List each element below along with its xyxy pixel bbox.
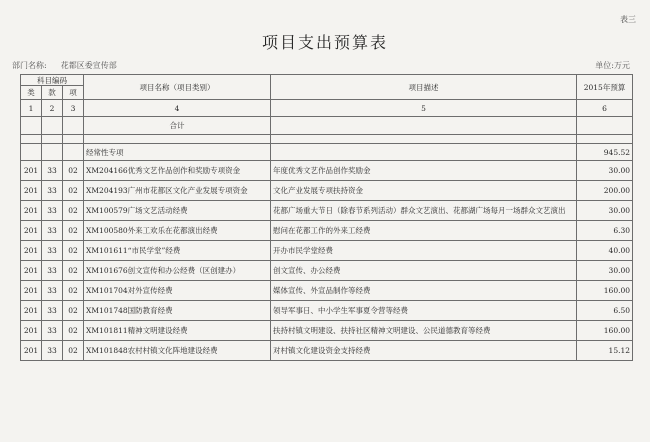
index-cell: 6: [577, 100, 633, 117]
cell-budget-amount: 160.00: [577, 321, 633, 341]
cell-lei: 201: [21, 241, 42, 261]
cell-project-name: XM204166优秀文艺作品创作和奖励专项资金: [84, 161, 271, 181]
cell-project-name: XM100580外来工欢乐在花都演出经费: [84, 221, 271, 241]
index-cell: 3: [63, 100, 84, 117]
table-row: [21, 281, 633, 301]
subtotal-row: [21, 144, 633, 161]
header-project-name: 项目名称（项目类别）: [84, 75, 271, 100]
budget-table: [20, 74, 633, 361]
cell-project-desc: 开办市民学堂经费: [271, 241, 577, 261]
cell-budget-amount: 30.00: [577, 261, 633, 281]
cell-project-name: XM101748国防教育经费: [84, 301, 271, 321]
cell-kuan: 33: [42, 321, 63, 341]
cell-budget-amount: 200.00: [577, 181, 633, 201]
unit-label: 单位:万元: [595, 61, 630, 70]
cell-kuan: 33: [42, 181, 63, 201]
cell-budget-amount: 30.00: [577, 201, 633, 221]
cell-budget-amount: 6.30: [577, 221, 633, 241]
page-label: 表三: [620, 15, 636, 24]
cell-xiang: 02: [63, 181, 84, 201]
total-label: 合计: [84, 117, 271, 135]
cell-project-desc: 文化产业发展专项扶持资金: [271, 181, 577, 201]
cell-project-name: XM101676创文宣传和办公经费（区创建办）: [84, 261, 271, 281]
cell-budget-amount: 15.12: [577, 341, 633, 361]
cell-kuan: 33: [42, 341, 63, 361]
table-row: [21, 341, 633, 361]
index-row: [21, 100, 633, 117]
index-cell: 5: [271, 100, 577, 117]
cell-lei: 201: [21, 301, 42, 321]
cell-xiang: 02: [63, 321, 84, 341]
cell-budget-amount: 160.00: [577, 281, 633, 301]
table-row: [21, 261, 633, 281]
cell-lei: 201: [21, 281, 42, 301]
cell-lei: 201: [21, 221, 42, 241]
cell-lei: 201: [21, 261, 42, 281]
cell-kuan: 33: [42, 161, 63, 181]
cell-project-name: XM101811精神文明建设经费: [84, 321, 271, 341]
cell-project-desc: 对村镇文化建设资金支持经费: [271, 341, 577, 361]
cell-project-desc: 创文宣传、办公经费: [271, 261, 577, 281]
cell-project-name: XM204193广州市花都区文化产业发展专项资金: [84, 181, 271, 201]
subtotal-label: 经常性专项: [84, 144, 271, 161]
cell-lei: 201: [21, 201, 42, 221]
index-cell: 2: [42, 100, 63, 117]
table-row: [21, 161, 633, 181]
cell-project-desc: 年度优秀文艺作品创作奖励金: [271, 161, 577, 181]
header-subject-code: 科目编码: [21, 75, 84, 86]
cell-project-desc: 媒体宣传、外宣品制作等经费: [271, 281, 577, 301]
cell-project-name: XM101704对外宣传经费: [84, 281, 271, 301]
header-kuan: 款: [42, 86, 63, 100]
cell-kuan: 33: [42, 281, 63, 301]
cell-project-desc: 花都广场重大节日（除春节系列活动）群众文艺演出、花都湖广场每月一场群众文艺演出: [271, 201, 577, 221]
cell-kuan: 33: [42, 241, 63, 261]
header-xiang: 项: [63, 86, 84, 100]
cell-lei: 201: [21, 161, 42, 181]
cell-kuan: 33: [42, 201, 63, 221]
table-row: [21, 321, 633, 341]
table-row: [21, 241, 633, 261]
cell-project-name: XM101611“市民学堂”经费: [84, 241, 271, 261]
department-info: [12, 60, 131, 71]
cell-budget-amount: 40.00: [577, 241, 633, 261]
cell-project-desc: 扶持村镇文明建设、扶持社区精神文明建设、公民道德教育等经费: [271, 321, 577, 341]
cell-lei: 201: [21, 321, 42, 341]
table-row: [21, 221, 633, 241]
cell-project-desc: 领导军事日、中小学生军事夏令营等经费: [271, 301, 577, 321]
index-cell: 4: [84, 100, 271, 117]
cell-kuan: 33: [42, 221, 63, 241]
cell-kuan: 33: [42, 261, 63, 281]
header-lei: 类: [21, 86, 42, 100]
cell-xiang: 02: [63, 281, 84, 301]
table-row: [21, 181, 633, 201]
table-row: [21, 201, 633, 221]
cell-project-name: XM100579广场文艺活动经费: [84, 201, 271, 221]
cell-xiang: 02: [63, 341, 84, 361]
cell-xiang: 02: [63, 201, 84, 221]
cell-xiang: 02: [63, 301, 84, 321]
cell-budget-amount: 6.50: [577, 301, 633, 321]
header-project-desc: 项目描述: [271, 75, 577, 100]
cell-budget-amount: 30.00: [577, 161, 633, 181]
cell-lei: 201: [21, 341, 42, 361]
department-name: 花都区委宣传部: [60, 61, 117, 70]
total-row: [21, 117, 633, 135]
cell-lei: 201: [21, 181, 42, 201]
cell-kuan: 33: [42, 301, 63, 321]
table-row: [21, 301, 633, 321]
header-budget: 2015年预算: [577, 75, 633, 100]
cell-xiang: 02: [63, 241, 84, 261]
index-cell: 1: [21, 100, 42, 117]
blank-row: [21, 135, 633, 144]
cell-xiang: 02: [63, 261, 84, 281]
subtotal-amount: 945.52: [577, 144, 633, 161]
department-label: 部门名称:: [12, 61, 47, 70]
cell-xiang: 02: [63, 161, 84, 181]
page-title: 项目支出预算表: [261, 33, 388, 52]
cell-xiang: 02: [63, 221, 84, 241]
cell-project-name: XM101848农村村镇文化阵地建设经费: [84, 341, 271, 361]
cell-project-desc: 慰问在花都工作的外来工经费: [271, 221, 577, 241]
